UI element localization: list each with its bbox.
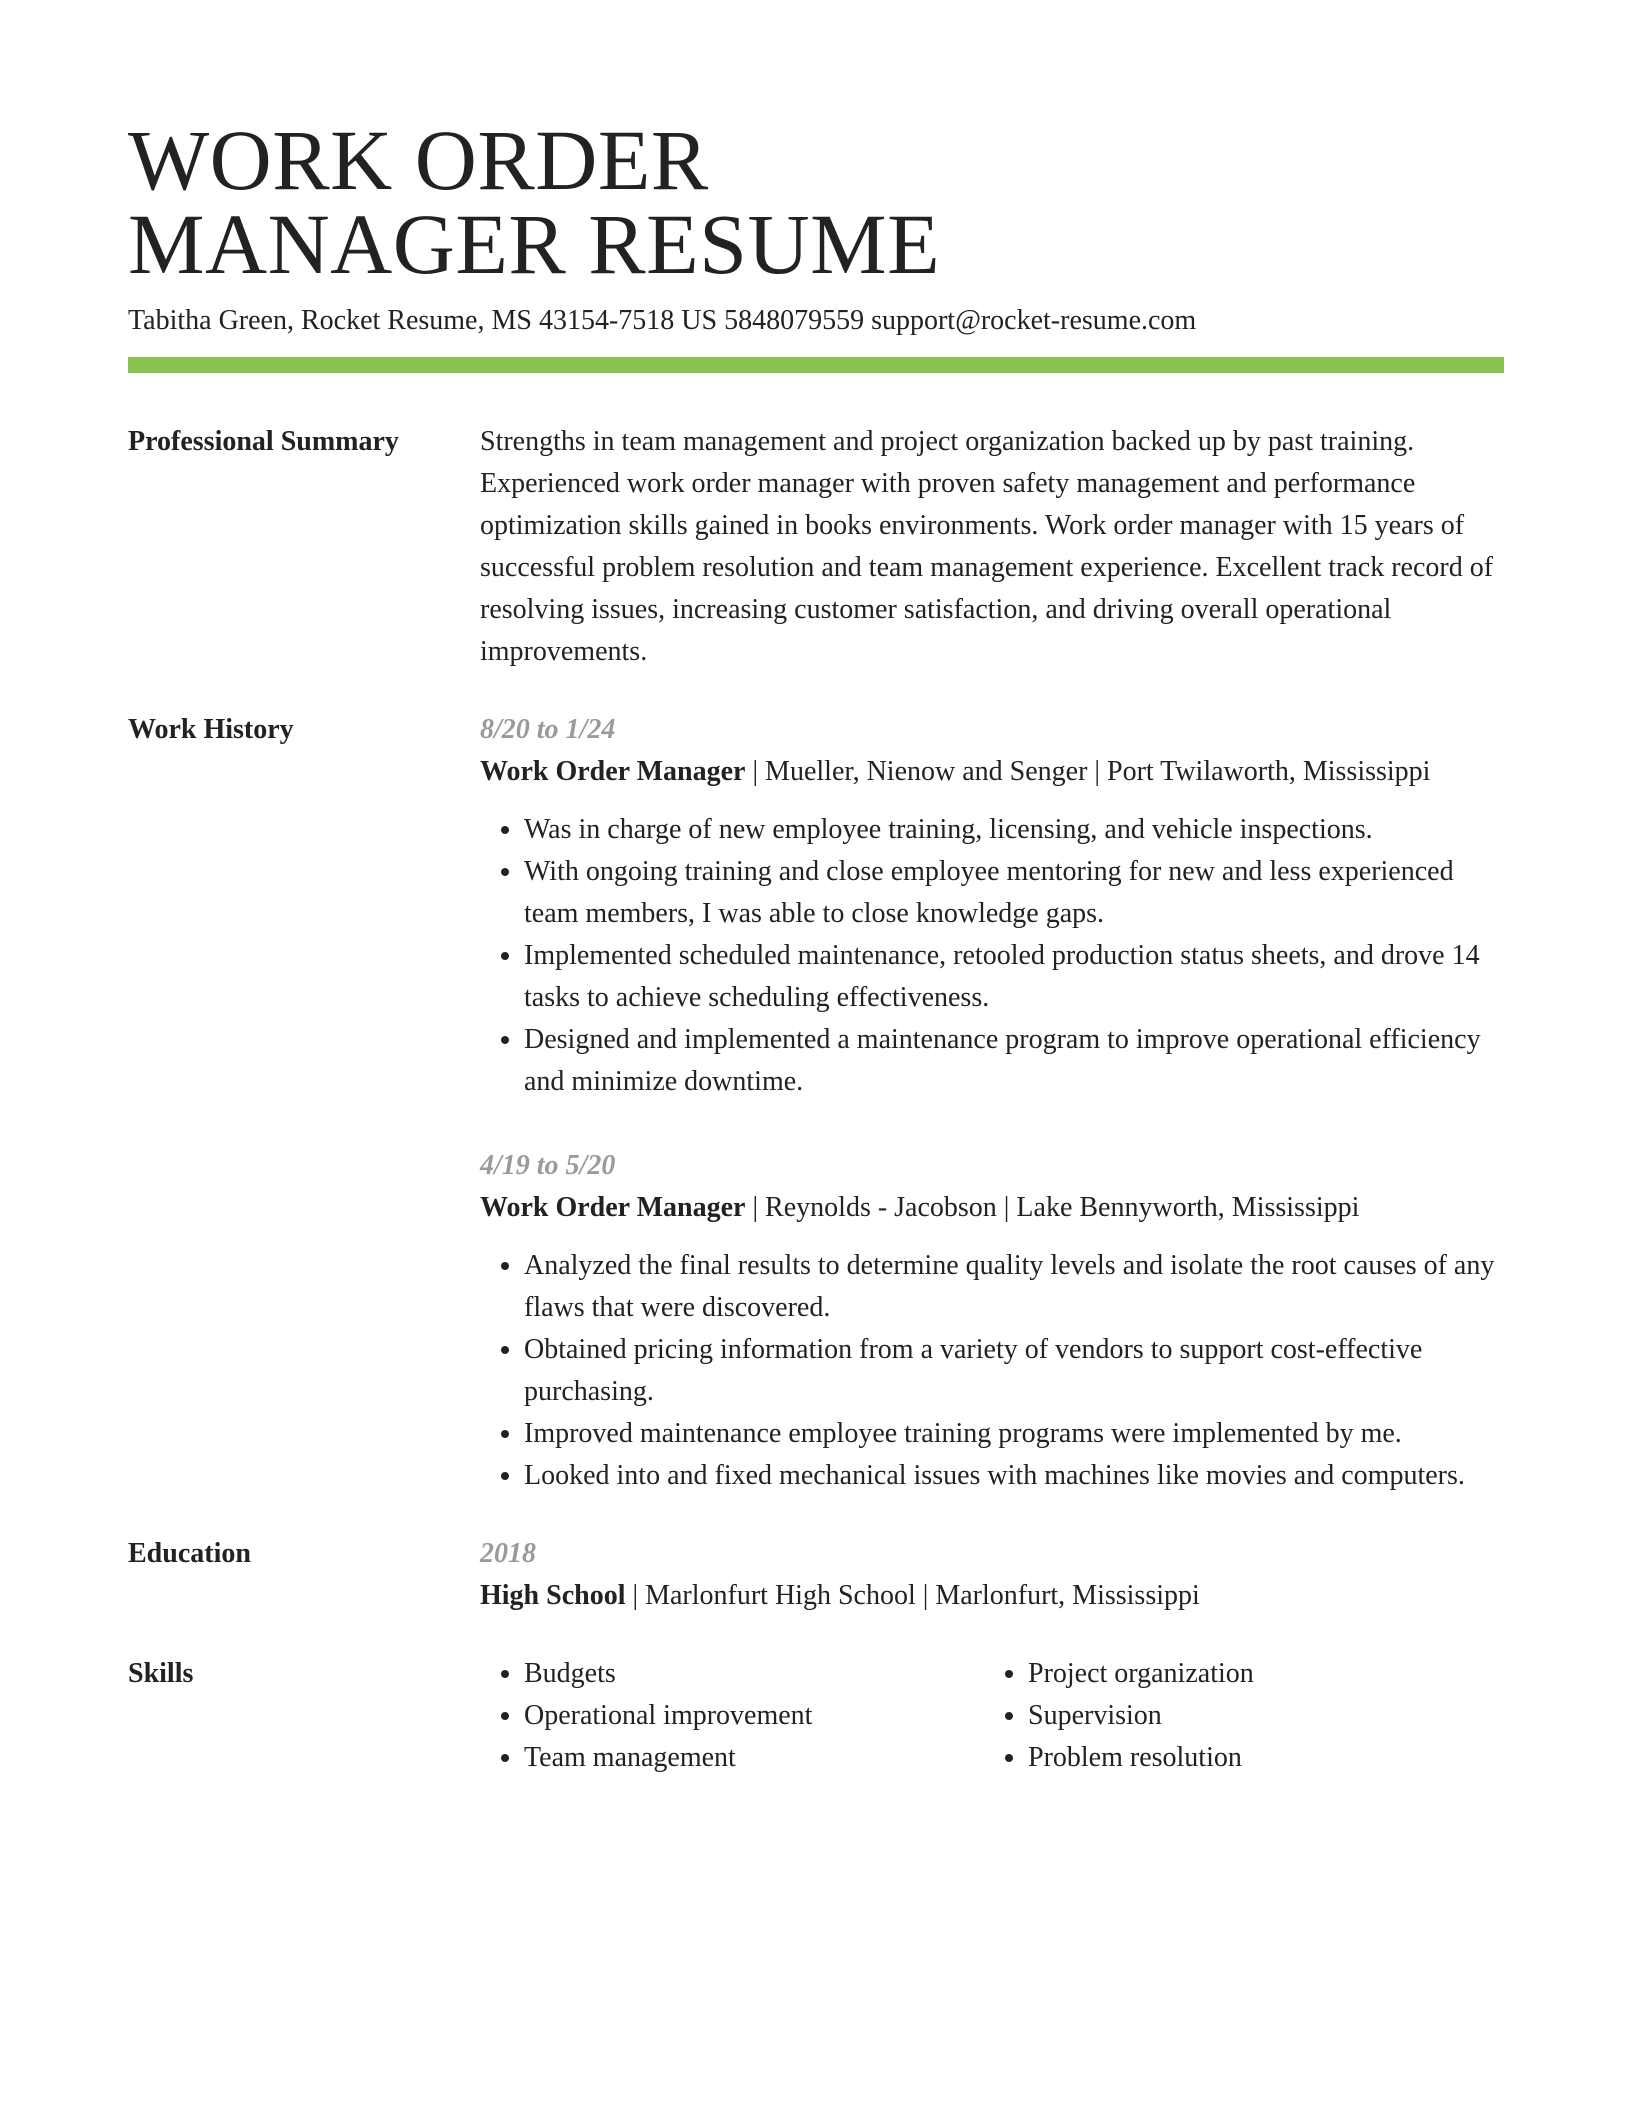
job-dates: 4/19 to 5/20 [480, 1150, 616, 1181]
job-bullet: • Looked into and fixed mechanical issues with machines like movies and computers. [524, 1455, 1504, 1497]
education-body [480, 1533, 1504, 1617]
education-line [480, 1575, 1504, 1617]
contact-info: Tabitha Green, Rocket Resume, MS 43154-7518 US 5848079559 support@rocket-resume.com [128, 305, 1197, 336]
job-bullet: • Analyzed the final results to determine quality levels and isolate the root causes of any flaws that were discovered. [524, 1245, 1504, 1329]
section-education [128, 1533, 1504, 1617]
skill-item: • Operational improvement [524, 1695, 984, 1737]
skills-column-2 [984, 1653, 1488, 1779]
job-role-line [480, 751, 1504, 793]
title-line-2: MANAGER RESUME [128, 196, 941, 292]
skill-item: • Project organization [1028, 1653, 1488, 1695]
summary-text: Strengths in team management and project organization backed up by past training. Experienced work order manager with proven safety management and performance optimization skills gained in books environments. Work order manager with 15 years of successful problem resolution and team management experience. Excellent track record of resolving issues, increasing customer satisfaction, and driving overall operational improvements. [480, 426, 1494, 667]
section-work-history [128, 709, 1504, 1497]
section-label-work-history: Work History [128, 714, 294, 745]
job-bullet: • Obtained pricing information from a variety of vendors to support cost-effective purchasing. [524, 1329, 1504, 1413]
skill-item: • Problem resolution [1028, 1737, 1488, 1779]
job-bullets [480, 1245, 1504, 1497]
job-title: Work Order Manager [480, 756, 746, 787]
job-bullet: • Implemented scheduled maintenance, retooled production status sheets, and drove 14 tasks to achieve scheduling effectiveness. [524, 935, 1504, 1019]
job-bullet: • Improved maintenance employee training programs were implemented by me. [524, 1413, 1504, 1455]
job-entry [480, 1145, 1504, 1497]
job-bullets [480, 809, 1504, 1103]
resume-title [128, 112, 1504, 292]
job-role-line [480, 1187, 1504, 1229]
skills-body [480, 1653, 1504, 1779]
section-professional-summary [128, 421, 1504, 673]
work-history-body [480, 709, 1504, 1497]
skill-item: • Budgets [524, 1653, 984, 1695]
accent-divider [128, 357, 1504, 373]
job-title: Work Order Manager [480, 1192, 746, 1223]
skill-item: • Supervision [1028, 1695, 1488, 1737]
education-details: | Marlonfurt High School | Marlonfurt, Mississippi [625, 1580, 1200, 1611]
skills-column-1 [480, 1653, 984, 1779]
job-details: | Reynolds - Jacobson | Lake Bennyworth, Mississippi [745, 1192, 1360, 1223]
job-dates: 8/20 to 1/24 [480, 714, 616, 745]
title-line-1: WORK ORDER [128, 112, 709, 208]
job-details: | Mueller, Nienow and Senger | Port Twilaworth, Mississippi [745, 756, 1431, 787]
section-skills [128, 1653, 1504, 1779]
job-entry [480, 709, 1504, 1103]
skill-item: • Team management [524, 1737, 984, 1779]
job-bullet: • With ongoing training and close employee mentoring for new and less experienced team members, I was able to close knowledge gaps. [524, 851, 1504, 935]
education-degree: High School [480, 1580, 626, 1611]
section-label-summary: Professional Summary [128, 426, 399, 457]
job-bullet: • Designed and implemented a maintenance program to improve operational efficiency and minimize downtime. [524, 1019, 1504, 1103]
education-year: 2018 [480, 1538, 536, 1569]
job-bullet: • Was in charge of new employee training, licensing, and vehicle inspections. [524, 809, 1504, 851]
section-label-education: Education [128, 1538, 251, 1569]
section-label-skills: Skills [128, 1658, 194, 1689]
